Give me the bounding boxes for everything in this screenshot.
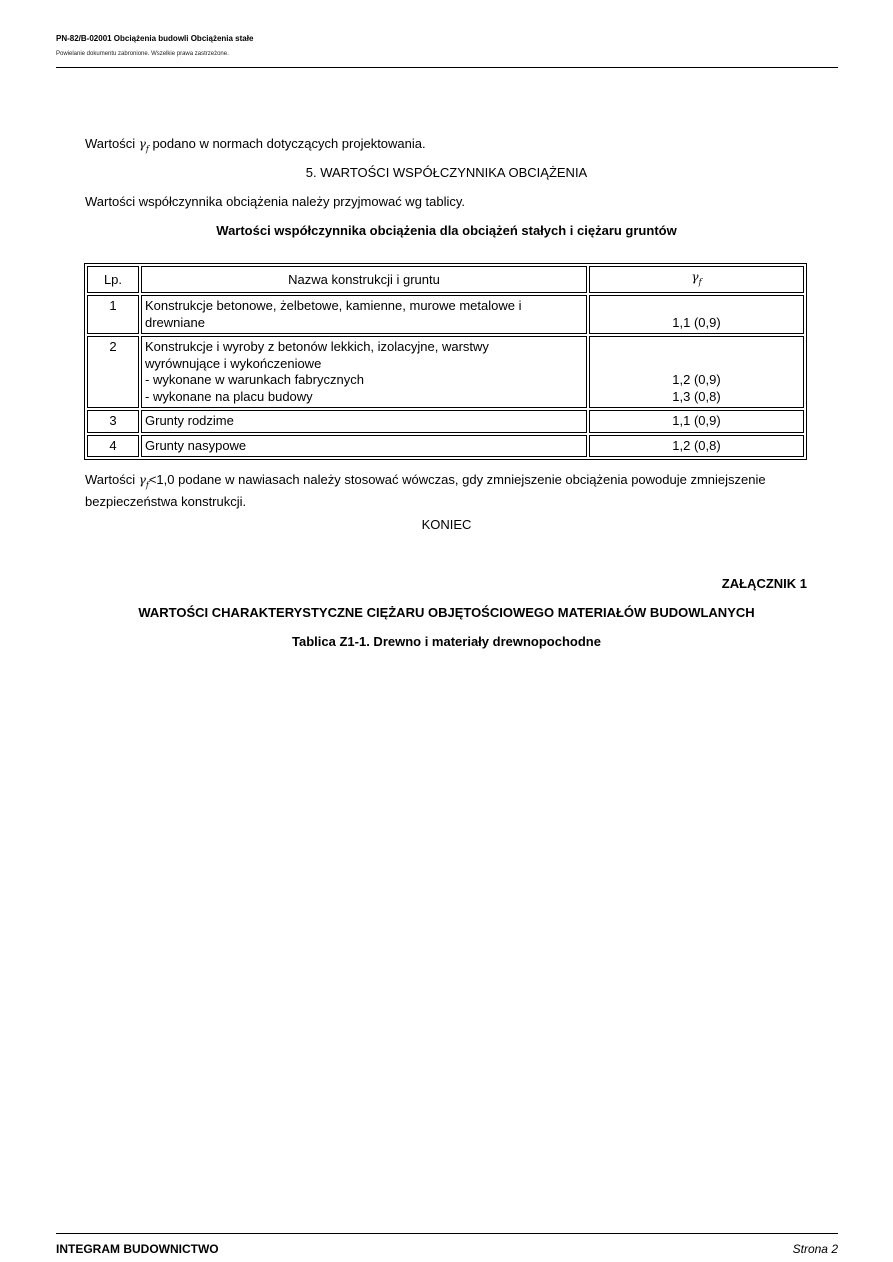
table-row xyxy=(87,336,804,408)
end-marker: KONIEC xyxy=(421,517,472,532)
cell-value: 1,1 (0,9) xyxy=(589,295,804,334)
cell-name: Grunty nasypowe xyxy=(141,435,587,458)
paragraph-note: Wartości $\gamma_f<1,0$ podane w nawiasach należy stosować wówczas, gdy zmniejszenie obciążenia powoduje zmniejszenie bezpieczeństwa konstrukcji. xyxy=(85,472,766,510)
paragraph-gamma-intro: Wartości $\gamma_f$ podano w normach dotyczących projektowania. xyxy=(85,136,426,154)
annex-label: ZAŁĄCZNIK 1 xyxy=(721,576,807,591)
page-number: Strona 2 xyxy=(792,1242,838,1256)
paragraph-table-ref: Wartości współczynnika obciążenia należy przyjmować wg tablicy. xyxy=(85,194,466,209)
table-title: Wartości współczynnika obciążenia dla obciążeń stałych i ciężaru gruntów xyxy=(216,223,677,238)
footer-publisher: INTEGRAM BUDOWNICTWO xyxy=(56,1242,219,1256)
cell-name: Grunty rodzime xyxy=(141,410,587,433)
coefficient-table xyxy=(84,263,807,460)
header-divider xyxy=(56,67,838,68)
cell-value: 1,2 (0,9) 1,3 (0,8) xyxy=(589,336,804,408)
cell-value: 1,1 (0,9) xyxy=(589,410,804,433)
col-header-lp: Lp. xyxy=(87,266,139,293)
cell-lp: 4 xyxy=(87,435,139,458)
gamma-symbol: $\gamma_f$ xyxy=(138,473,149,490)
col-header-name: Nazwa konstrukcji i gruntu xyxy=(141,266,587,293)
section-title: 5. WARTOŚCI WSPÓŁCZYNNIKA OBCIĄŻENIA xyxy=(305,165,588,180)
gamma-symbol: $\gamma_f$ xyxy=(138,137,149,154)
table-header-row xyxy=(87,266,804,293)
annex-title: WARTOŚCI CHARAKTERYSTYCZNE CIĘŻARU OBJĘTOŚCIOWEGO MATERIAŁÓW BUDOWLANYCH xyxy=(138,605,755,620)
cell-lp: 3 xyxy=(87,410,139,433)
copyright-notice: Powielanie dokumentu zabronione. Wszelkie prawa zastrzeżone. xyxy=(56,51,229,57)
document-title: PN-82/B-02001 Obciążenia budowli Obciążenia stałe xyxy=(56,34,254,43)
cell-name: Konstrukcje betonowe, żelbetowe, kamienne, murowe metalowe i drewniane xyxy=(141,295,587,334)
cell-lp: 2 xyxy=(87,336,139,408)
cell-value: 1,2 (0,8) xyxy=(589,435,804,458)
cell-name: Konstrukcje i wyroby z betonów lekkich, izolacyjne, warstwy wyrównujące i wykończeniowe - wykonane w warunkach fabrycznych - wykonane na placu budowy xyxy=(141,336,587,408)
table-row xyxy=(87,435,804,458)
cell-lp: 1 xyxy=(87,295,139,334)
table-row xyxy=(87,410,804,433)
col-header-gamma: $\gamma_f$ xyxy=(589,266,804,293)
footer-divider xyxy=(56,1233,838,1234)
annex-table-title: Tablica Z1-1. Drewno i materiały drewnopochodne xyxy=(292,634,601,649)
table-row xyxy=(87,295,804,334)
